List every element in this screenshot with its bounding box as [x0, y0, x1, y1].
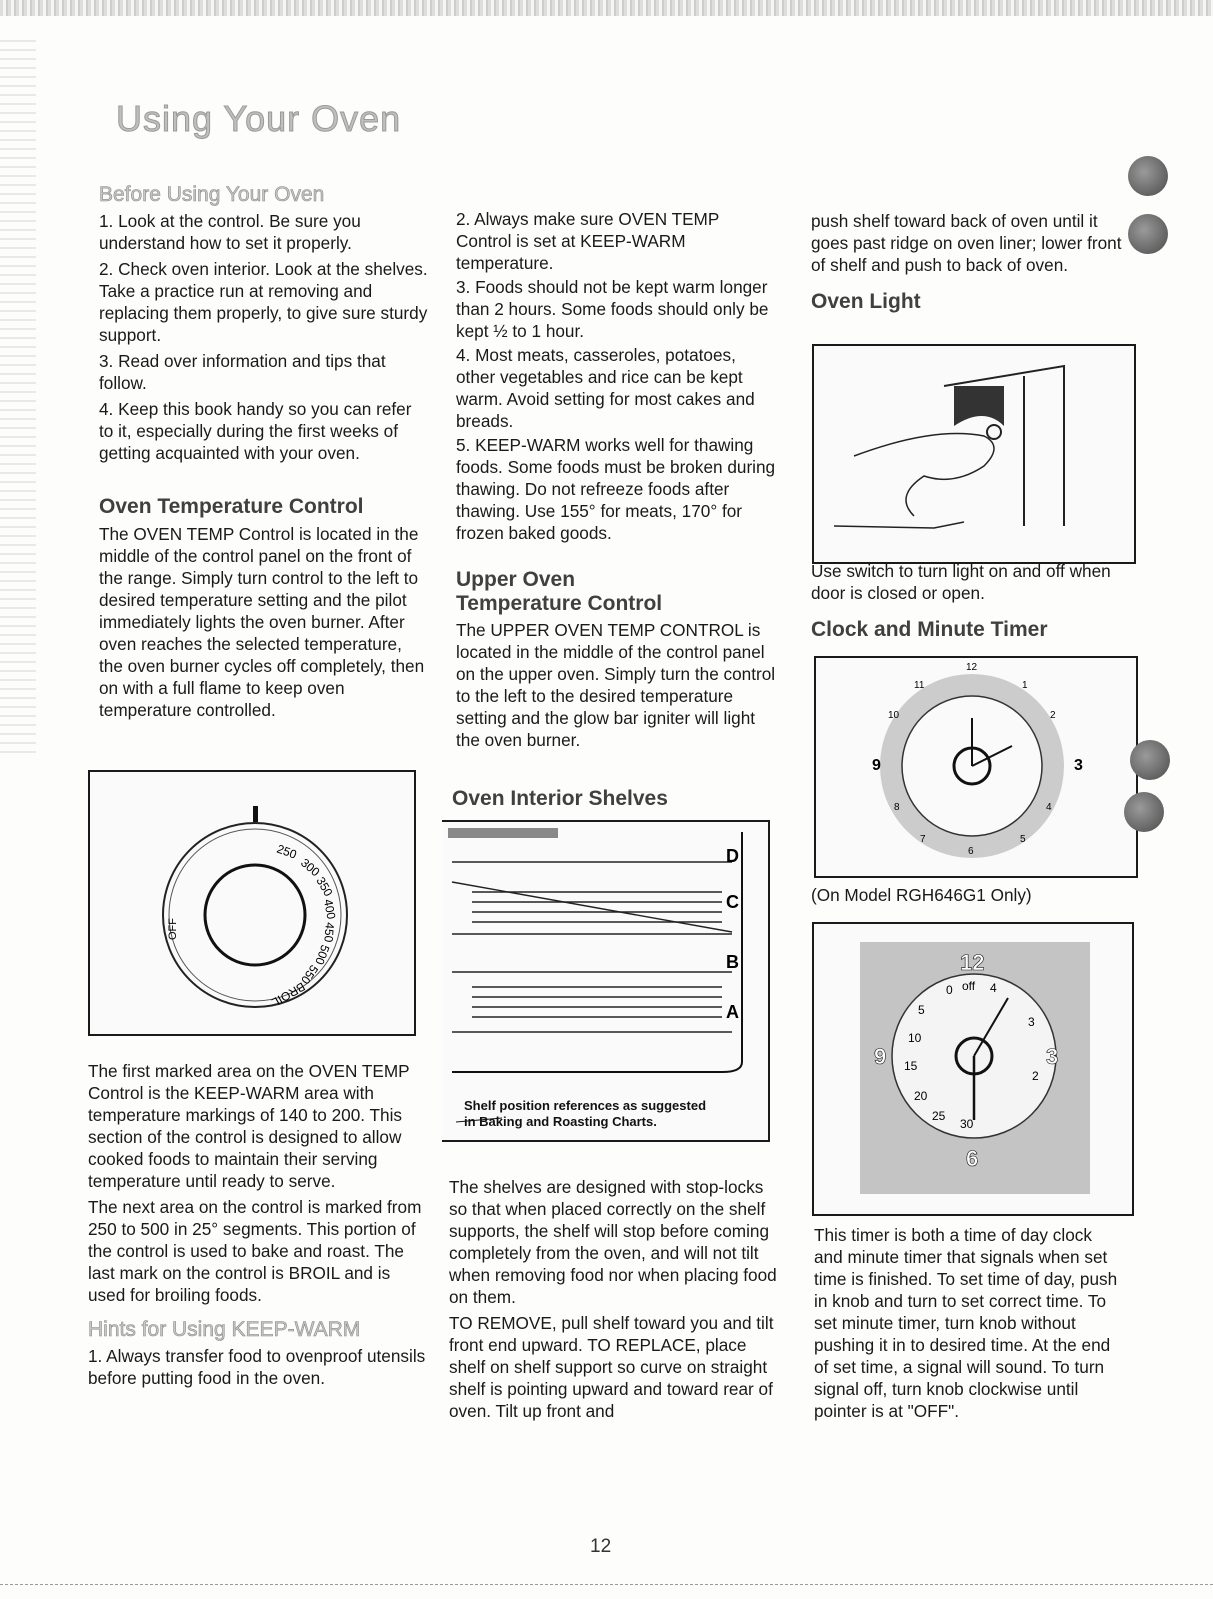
oven-temp-dial-illustration — [90, 772, 414, 1034]
lower-shelf — [452, 972, 732, 1032]
clock2-timer-20: 20 — [914, 1089, 928, 1103]
shelf-label-a: A — [726, 1002, 739, 1022]
clock1-num-2: 2 — [1050, 710, 1056, 721]
before-item-1: 1. Look at the control. Be sure you understand how to set it properly. — [99, 211, 361, 254]
keep-warm-hint-2: 2. Always make sure OVEN TEMP Control is set at KEEP-WARM temperature. — [456, 209, 719, 273]
clock2-num-6: 6 — [966, 1146, 979, 1171]
before-item-2: 2. Check oven interior. Look at the shelves. Take a practice run at removing and replacing them properly, to give sure sturdy support. — [99, 259, 428, 346]
heading-oven-shelves: Oven Interior Shelves — [452, 787, 668, 810]
clock1-num-9: 9 — [872, 757, 881, 774]
heading-keep-warm-hints: Hints for Using KEEP-WARM — [88, 1318, 361, 1341]
clock1-num-5: 5 — [1020, 834, 1026, 845]
dial-mark-250: 250 — [274, 841, 299, 862]
clock1-num-1: 1 — [1022, 680, 1028, 691]
dial-mark-450: 450 — [321, 921, 337, 943]
dial-mark-350: 350 — [313, 874, 336, 899]
shelves-body-1: The shelves are designed with stop-locks so that when placed correctly on the shelf supports, the shelf will stop before coming completely from the oven, and will not tilt when removing food nor when placing food on them. — [449, 1177, 777, 1307]
heading-upper-oven-1: Upper Oven — [456, 568, 576, 591]
before-item-3: 3. Read over information and tips that follow. — [99, 351, 386, 394]
clock2-num-12: 12 — [960, 950, 985, 975]
shelves-body-2: TO REMOVE, pull shelf toward you and tilt front end upward. TO REPLACE, place shelf on shelf support so curve on straight shelf is pointing upward and toward rear of oven. Tilt up front and — [449, 1313, 774, 1421]
clock-body: This timer is both a time of day clock and minute timer that signals when set time is finished. To set time of day, push in knob and turn to set correct time. To set minute timer, turn knob without pushing it in to desired time. At the end of set time, a signal will sound. To turn signal off, turn knob clockwise until pointer is at "OFF". — [814, 1225, 1118, 1421]
heading-upper-oven-2: Temperature Control — [456, 592, 663, 616]
section-upper-oven — [456, 568, 776, 751]
oven-shelves-figure — [442, 820, 770, 1142]
clock1-num-10: 10 — [888, 710, 900, 721]
section-keep-warm-hints-continued — [456, 208, 776, 544]
clock2-timer-off: off — [962, 979, 976, 993]
section-temp-control-continued — [88, 1060, 428, 1389]
light-switch-icon — [987, 425, 1001, 439]
clock-figure-1 — [814, 656, 1138, 878]
clock2-num-3: 3 — [1046, 1044, 1059, 1069]
heading-clock-timer: Clock and Minute Timer — [811, 618, 1048, 641]
clock1-num-3: 3 — [1074, 757, 1083, 774]
dial-mark-400: 400 — [321, 898, 339, 921]
oven-side-wall — [452, 832, 742, 1072]
section-shelves — [452, 787, 772, 811]
section-clock-body — [814, 1224, 1124, 1422]
oven-light-body: Use switch to turn light on and off when door is closed or open. — [811, 561, 1111, 603]
shelf-label-b: B — [726, 952, 739, 972]
clock2-num-9: 9 — [874, 1044, 887, 1069]
clock2-timer-0: 0 — [946, 983, 953, 997]
upper-oven-body: The UPPER OVEN TEMP CONTROL is located in the middle of the control panel on the upper oven. Simply turn the control to the left to the desired temperature setting and the glow bar igniter will light the oven burner. — [456, 620, 776, 751]
oven-top-edge — [448, 828, 558, 838]
oven-interior-shadow — [954, 386, 1004, 426]
clock2-timer-4: 4 — [990, 981, 997, 995]
shelf-label-c: C — [726, 892, 739, 912]
keep-warm-area-text: The first marked area on the OVEN TEMP Control is the KEEP-WARM area with temperature markings of 140 to 200. This section of the control is designed to allow cooked foods to maintain their serving temperature until ready to serve. — [88, 1061, 410, 1191]
clock2-timer-2: 2 — [1032, 1069, 1039, 1083]
clock1-num-6: 6 — [968, 846, 974, 857]
shelf-caption-line-2: in Baking and Roasting Charts. — [464, 1114, 657, 1129]
dial-knob-center — [205, 865, 305, 965]
clock2-timer-10: 10 — [908, 1031, 922, 1045]
binder-dot-icon — [1128, 156, 1168, 196]
clock2-timer-25: 25 — [932, 1109, 946, 1123]
clock1-num-7: 7 — [920, 834, 926, 845]
clock2-timer-3: 3 — [1028, 1015, 1035, 1029]
binder-dot-icon — [1124, 792, 1164, 832]
bake-roast-area-text: The next area on the control is marked from 250 to 500 in 25° segments. This portion of the control is used to bake and roast. The last mark on the control is BROIL and is used for broiling foods. — [88, 1197, 422, 1305]
clock2-timer-5: 5 — [918, 1003, 925, 1017]
dial-pointer — [253, 806, 258, 822]
shelf-label-d: D — [726, 846, 739, 866]
shelves-body-3: push shelf toward back of oven until it goes past ridge on oven liner; lower front of shelf and push to back of oven. — [811, 211, 1122, 275]
temp-control-body: The OVEN TEMP Control is located in the middle of the control panel on the front of the range. Simply turn control to the left to desired temperature setting and the pilot immediately lights the oven burner. After oven reaches the selected temperature, the oven burner cycles off completely, then on with a full flame to keep oven temperature controlled. — [99, 524, 425, 721]
dial-mark-500: 500 — [312, 942, 333, 967]
hand-icon — [854, 434, 994, 517]
clock-model-note: (On Model RGH646G1 Only) — [811, 885, 1032, 905]
dial-mark-300: 300 — [298, 855, 323, 880]
before-item-4: 4. Keep this book handy so you can refer to it, especially during the first weeks of getting acquainted with your oven. — [99, 399, 412, 464]
upper-shelf — [452, 862, 732, 934]
clock-illustration-2 — [814, 924, 1132, 1214]
clock1-num-4: 4 — [1046, 802, 1052, 813]
binder-dot-icon — [1130, 740, 1170, 780]
dial-mark-550: 550 — [298, 962, 322, 987]
clock-figure-2 — [812, 922, 1134, 1216]
section-temp-control — [99, 495, 429, 721]
scan-left-edge — [0, 40, 36, 760]
keep-warm-hint-4: 4. Most meats, casseroles, potatoes, other vegetables and rice can be kept warm. Avoid setting for most cakes and breads. — [456, 345, 755, 431]
section-shelves-continued — [811, 210, 1129, 314]
oven-shelves-illustration — [442, 822, 768, 1140]
clock1-num-12: 12 — [966, 662, 978, 673]
keep-warm-hint-5: 5. KEEP-WARM works well for thawing foods. Some foods must be broken during thawing. Do not refreeze foods after thawing. Use 155° for meats, 170° for frozen baked goods. — [456, 435, 776, 543]
keep-warm-hint-1: 1. Always transfer food to ovenproof utensils before putting food in the oven. — [88, 1346, 426, 1389]
section-oven-light-body — [811, 560, 1131, 642]
page-title: Using Your Oven — [116, 98, 402, 139]
scan-bottom-edge — [0, 1584, 1213, 1585]
clock-model-note-wrap — [811, 884, 1131, 906]
clock1-num-8: 8 — [894, 802, 900, 813]
shelf-caption-line-1: Shelf position references as suggested — [464, 1098, 707, 1113]
keep-warm-hint-3: 3. Foods should not be kept warm longer than 2 hours. Some foods should only be kept ½ to 1 hour. — [456, 277, 769, 341]
oven-light-illustration — [814, 346, 1134, 562]
clock1-num-11: 11 — [914, 680, 925, 691]
heading-temp-control: Oven Temperature Control — [99, 495, 364, 518]
clock2-timer-15: 15 — [904, 1059, 918, 1073]
dial-mark-broil: BROIL — [269, 979, 308, 1010]
binder-dot-icon — [1128, 214, 1168, 254]
section-before-using — [99, 183, 429, 464]
door-edge — [834, 522, 964, 528]
dial-mark-off: OFF — [167, 918, 179, 940]
shelf-caption — [464, 1098, 706, 1130]
clock-illustration-1 — [816, 658, 1136, 876]
heading-oven-light: Oven Light — [811, 290, 921, 313]
oven-temp-dial-figure — [88, 770, 416, 1036]
section-shelves-body — [449, 1176, 779, 1422]
page-number: 12 — [590, 1536, 612, 1557]
heading-before-using: Before Using Your Oven — [99, 183, 325, 206]
oven-light-figure — [812, 344, 1136, 564]
scan-top-edge — [0, 0, 1213, 16]
clock2-timer-30: 30 — [960, 1117, 974, 1131]
